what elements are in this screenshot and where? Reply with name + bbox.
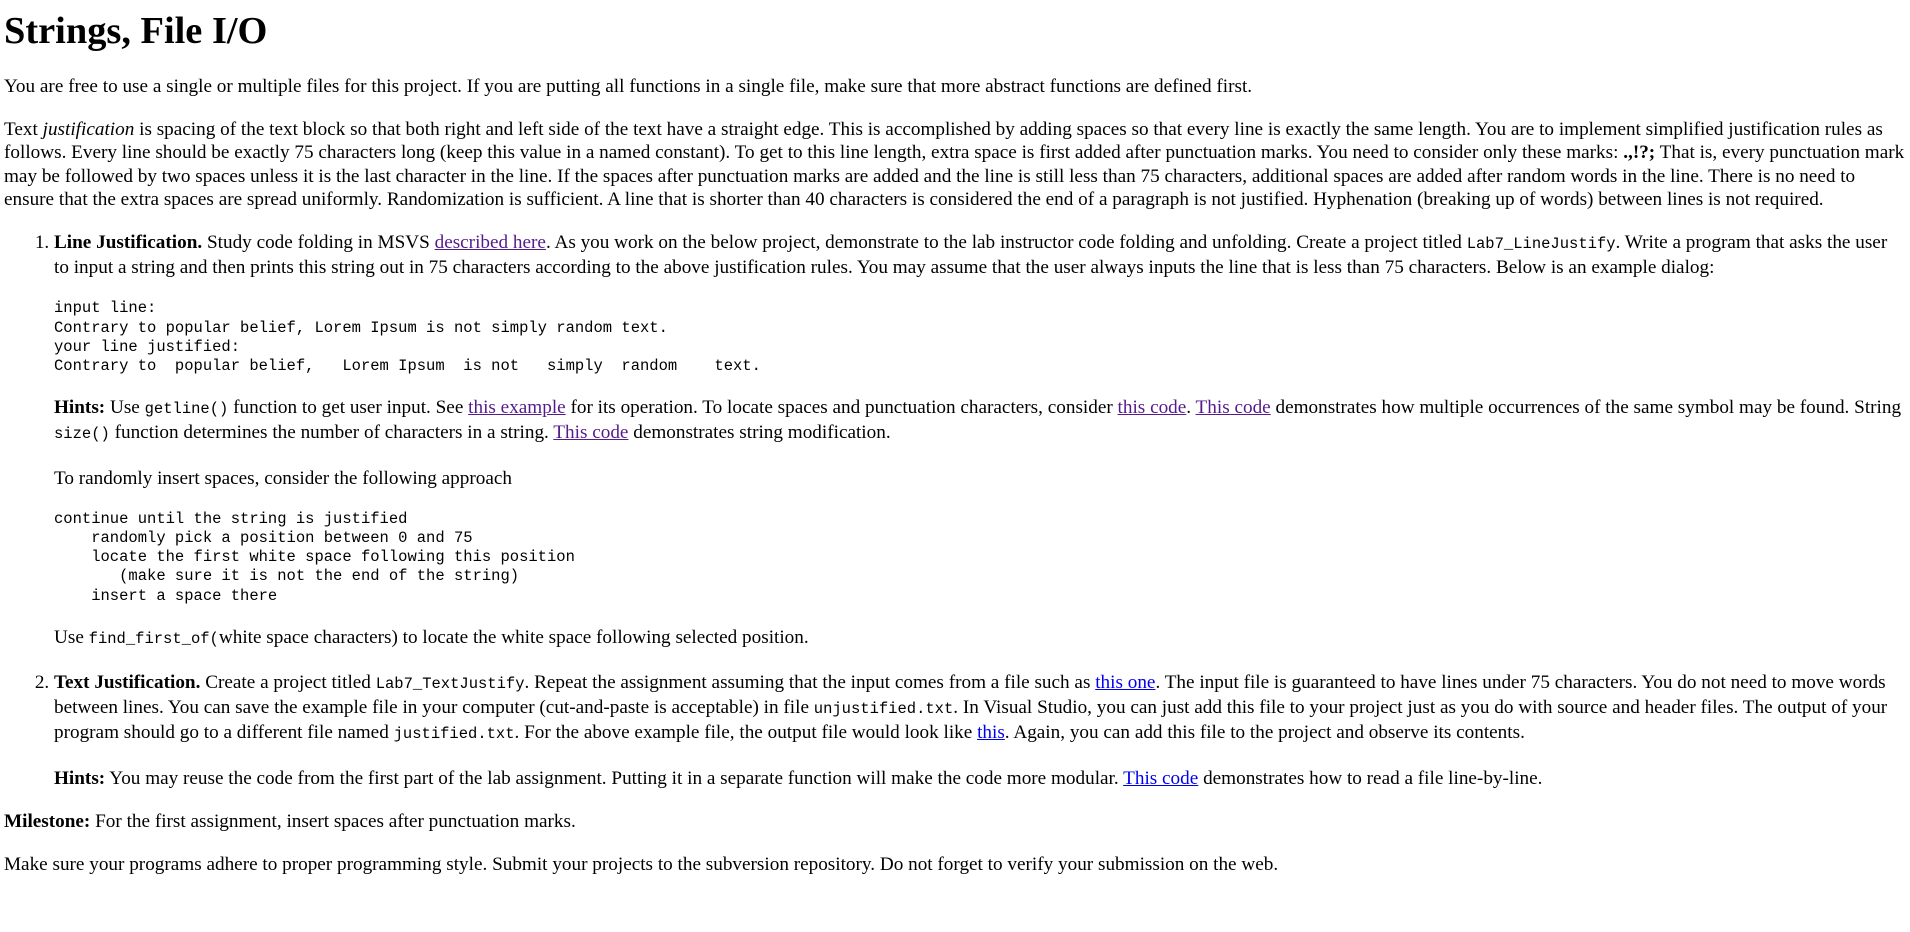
text-justification-description: 2. Text Justification. Create a project titled Lab7_TextJustify. Repeat the assignment assuming that the input comes from a file such as this one. The input file is guaranteed to have lines under 75 characters. You do not need to move words between lines. You can save the example file in your computer (cut-and-paste is acceptable) in file unjustified.txt. In Visual Studio, you can just add this file to your project just as you do with source and header files. The output of your program should go to a different file named justified.txt. For the above example file, the output file would look like this. Again, you can add this file to the project and observe its contents. [54, 672, 1888, 744]
intro-paragraph: You are free to use a single or multiple files for this project. If you are putting all functions in a single file, make sure that more abstract functions are defined first. [4, 76, 1253, 97]
algorithm-pseudocode: continue until the string is justified randomly pick a position between 0 and 75 locate the first white space following this position (make sure it is not the end of the string) insert a space there [54, 509, 575, 605]
example-dialog: input line: Contrary to popular belief, Lorem Ipsum is not simply random text. your line justified: Contrary to popular belief, Lorem Ipsum is not simply random text. [54, 299, 761, 376]
this-one-link[interactable]: this one [1095, 672, 1156, 694]
size-code: size() [54, 425, 110, 444]
line-justification-description: 1. Line Justification. Study code folding in MSVS described here. As you work on the below project, demonstrate to the lab instructor code folding and unfolding. Create a project titled Lab7_LineJustify. Write a program that asks the user to input a string and then prints this string out in 75 characters according to the above justification rules. You may assume that the user always inputs the line that is less than 75 characters. Below is an example dialog: [54, 232, 1888, 279]
this-output-link[interactable]: this [977, 722, 1005, 744]
getline-code: getline() [144, 400, 229, 419]
milestone-label: Milestone: [4, 810, 91, 832]
unjustified-file-code: unjustified.txt [813, 700, 954, 719]
find-first-of-code: find_first_of( [88, 629, 219, 648]
this-code-link-1[interactable]: this code [1117, 397, 1187, 419]
hints-label: Hints: [54, 397, 106, 419]
assignment-item-line-justification [54, 231, 1906, 651]
assignment-item-text-justification [54, 671, 1906, 790]
closing-paragraph: Make sure your programs adhere to proper programming style. Submit your projects to the subversion repository. Do not forget to verify your submission on the web. [4, 854, 1279, 876]
punctuation-marks: .,!?; [1623, 142, 1656, 164]
project-name-code: Lab7_TextJustify [375, 675, 525, 694]
justification-term: justification [42, 119, 135, 141]
hints-paragraph: Hints: Use getline() function to get user input. See this example for its operation. To locate spaces and punctuation characters, consider this code. This code demonstrates how multiple occurrences of the same symbol may be found. String size() function determines the number of characters in a string. This code demonstrates string modification. [54, 397, 1902, 444]
hints-paragraph: Hints: You may reuse the code from the first part of the lab assignment. Putting it in a separate function will make the code more modular. This code demonstrates how to read a file line-by-line. [54, 767, 1543, 789]
this-code-link-2[interactable]: This code [1195, 397, 1271, 419]
this-code-link-3[interactable]: This code [553, 422, 629, 444]
hints-label: Hints: [54, 767, 106, 789]
find-first-of-paragraph: Use find_first_of(white space characters) to locate the white space following selected position. [54, 626, 809, 648]
item-heading: Text Justification. [54, 672, 201, 694]
document [0, 9, 1910, 876]
read-file-code-link[interactable]: This code [1123, 767, 1199, 789]
assignment-list [4, 231, 1906, 790]
random-spaces-intro: To randomly insert spaces, consider the following approach [54, 467, 512, 489]
item-heading: Line Justification. [54, 232, 203, 254]
milestone-paragraph: Milestone: For the first assignment, insert spaces after punctuation marks. [4, 810, 576, 832]
project-name-code: Lab7_LineJustify [1466, 235, 1616, 254]
this-example-link[interactable]: this example [468, 397, 566, 419]
justified-file-code: justified.txt [393, 725, 515, 744]
page-title: Strings, File I/O [4, 10, 268, 52]
described-here-link[interactable]: described here [434, 232, 546, 254]
justification-paragraph: Text justification is spacing of the text block so that both right and left side of the text have a straight edge. This is accomplished by adding spaces so that every line is exactly the same length. You are to implement simplified justification rules as follows. Every line should be exactly 75 characters long (keep this value in a named constant). To get to this line length, extra space is first added after punctuation marks. You need to consider only these marks: .,!?; That is, every punctuation mark may be followed by two spaces unless it is the last character in the line. If the spaces after punctuation marks are added and the line is still less than 75 characters, additional spaces are added after random words in the line. There is no need to ensure that the extra spaces are spread uniformly. Randomization is sufficient. A line that is shorter than 40 characters is considered the end of a paragraph is not justified. Hyphenation (breaking up of words) between lines is not required. [4, 119, 1905, 210]
